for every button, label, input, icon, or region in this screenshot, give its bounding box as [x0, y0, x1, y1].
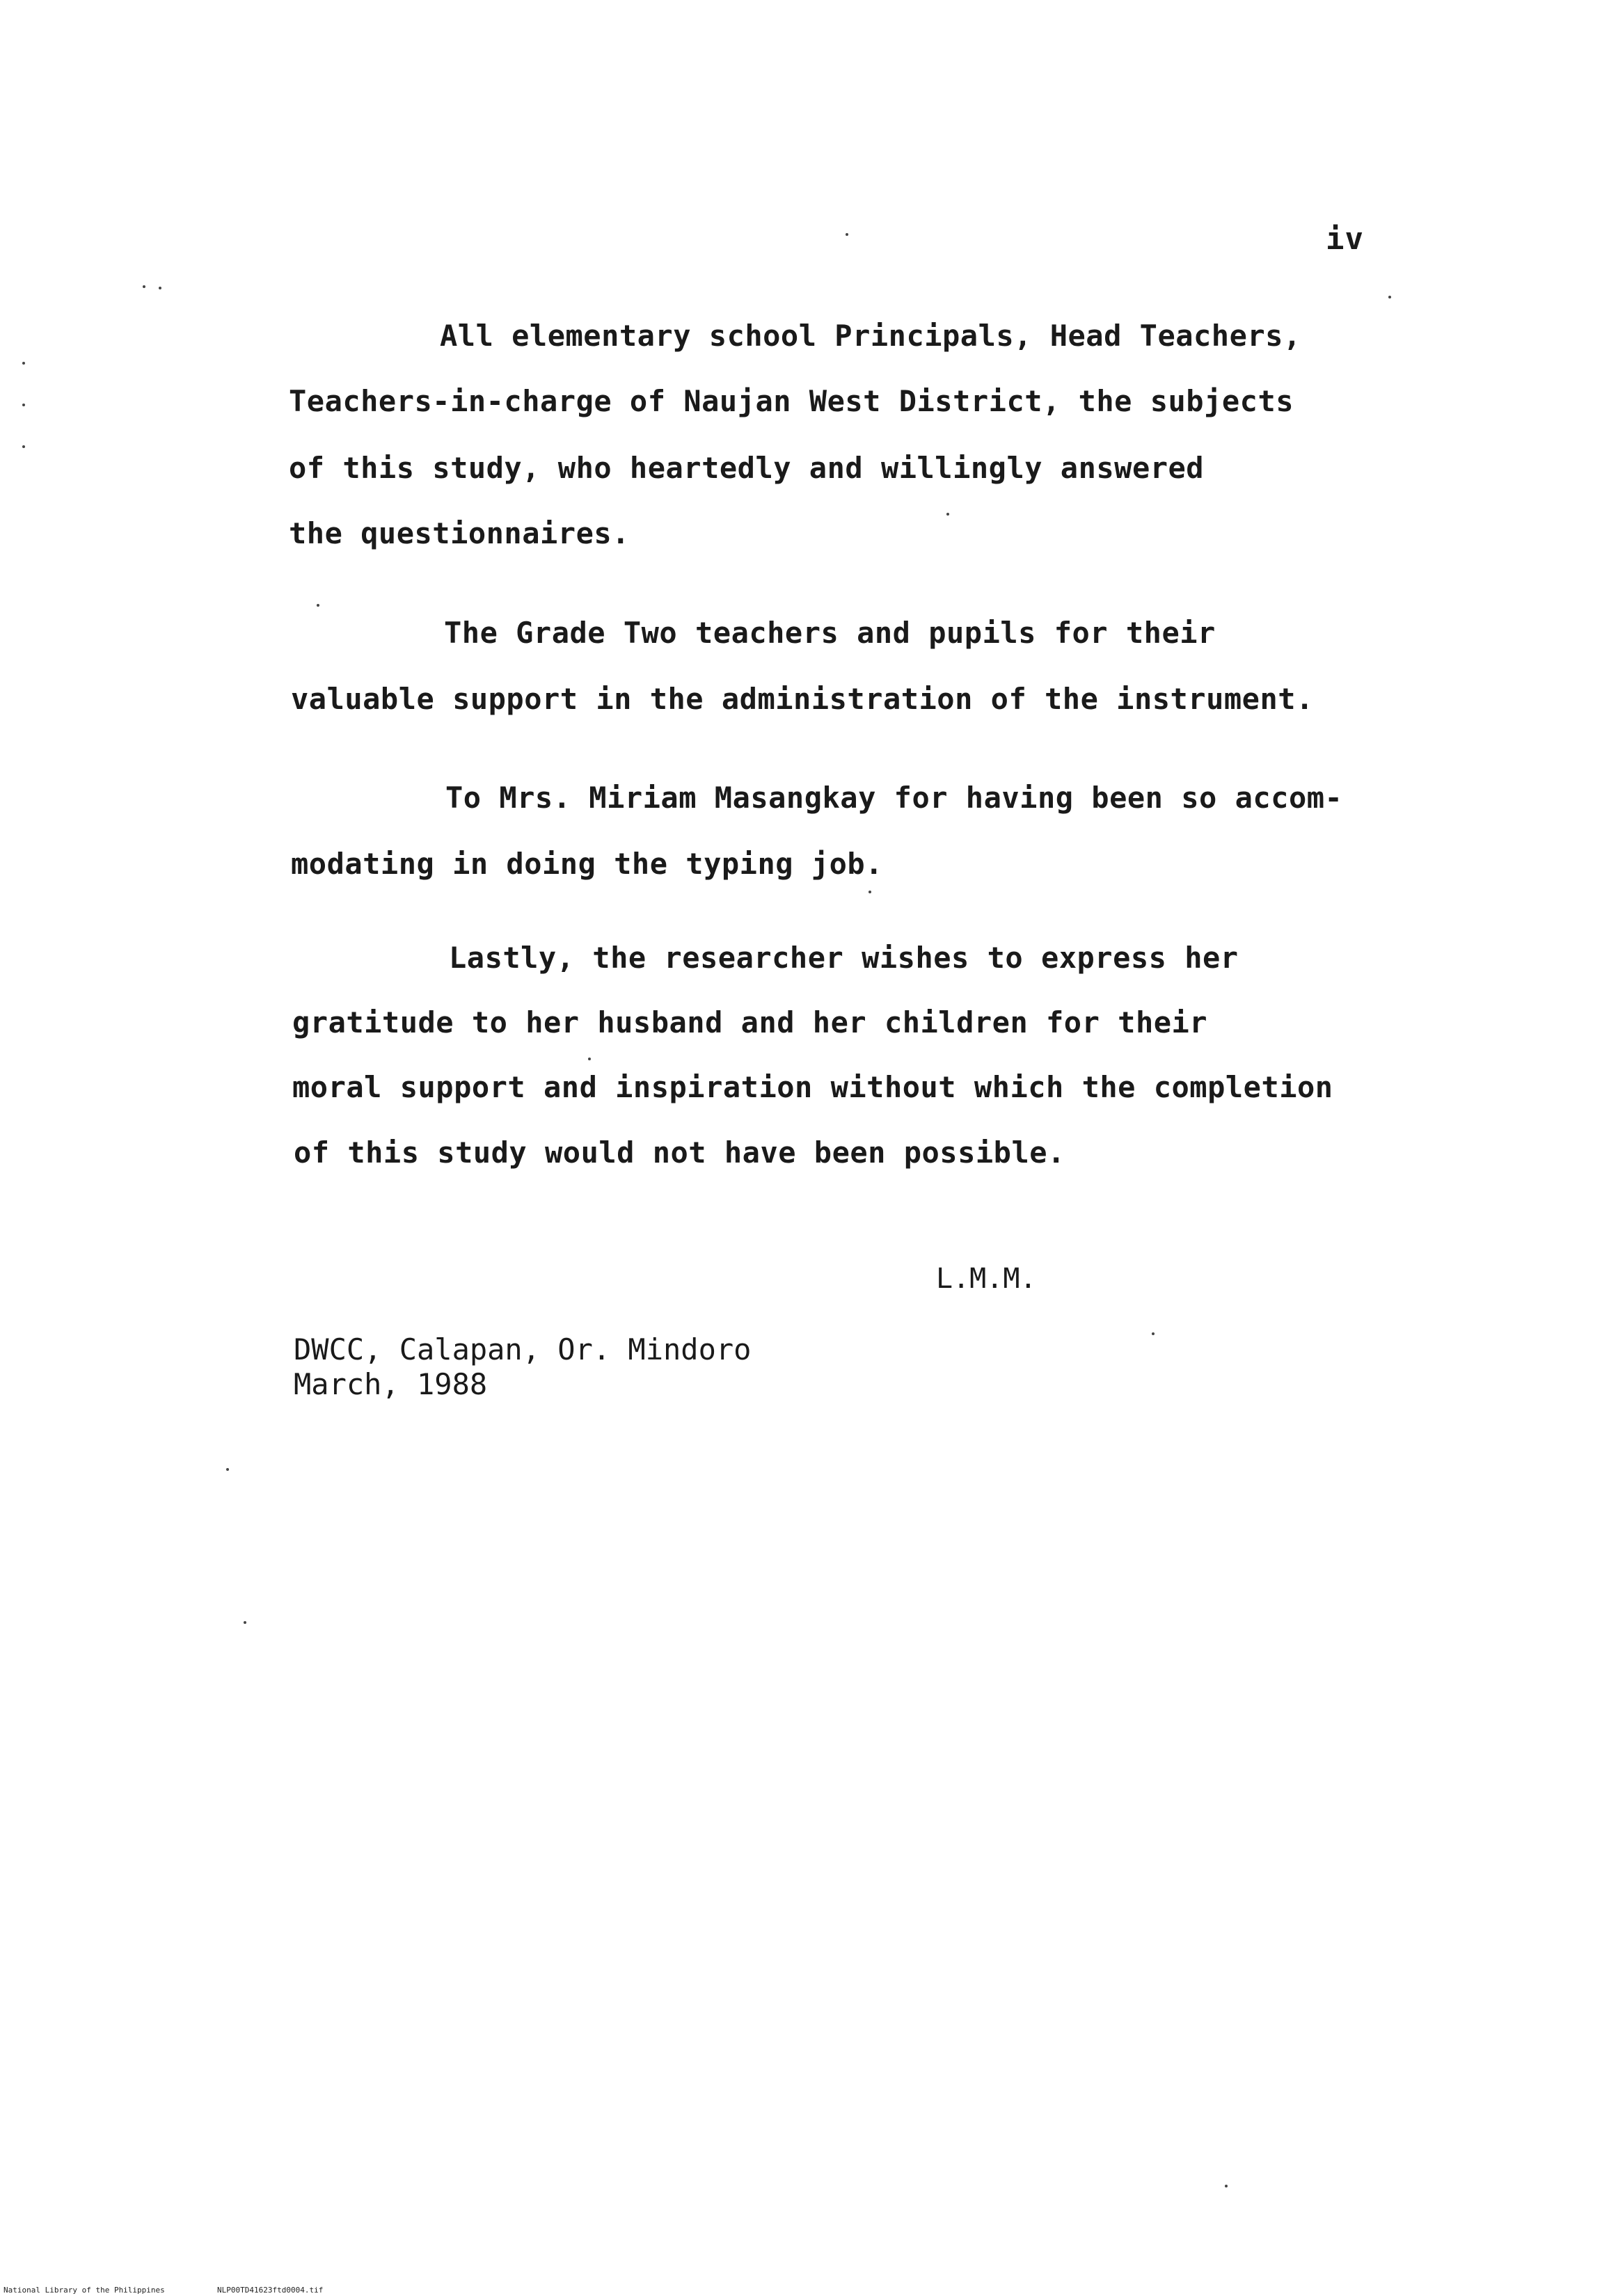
scan-speck: [22, 404, 25, 406]
scan-speck: [946, 513, 949, 516]
paragraph-1-line-1: All elementary school Principals, Head Teachers,: [440, 319, 1301, 353]
paragraph-1-line-4: the questionnaires.: [289, 516, 630, 550]
paragraph-1-line-2: Teachers-in-charge of Naujan West District, the subjects: [289, 384, 1294, 418]
scan-speck: [1388, 296, 1391, 298]
paragraph-4-line-2: gratitude to her husband and her children for their: [292, 1005, 1208, 1039]
footer-library-label: National Library of the Philippines: [3, 2286, 165, 2295]
paragraph-2-line-1: The Grade Two teachers and pupils for their: [444, 616, 1216, 650]
paragraph-4-line-4: of this study would not have been possible.: [294, 1135, 1065, 1170]
scan-speck: [317, 604, 319, 607]
scan-speck: [159, 287, 161, 289]
page-number: iv: [1326, 221, 1364, 257]
footer-file-id: NLP00TD41623ftd0004.tif: [217, 2286, 324, 2295]
scan-speck: [869, 891, 871, 893]
paragraph-3-line-2: modating in doing the typing job.: [291, 847, 883, 881]
signature-initials: L.M.M.: [936, 1263, 1037, 1295]
paragraph-3-line-1: To Mrs. Miriam Masangkay for having been so accom-: [445, 781, 1343, 815]
scan-speck: [143, 285, 145, 288]
paragraph-1-line-3: of this study, who heartedly and willingly answered: [289, 451, 1205, 485]
scan-speck: [22, 362, 25, 365]
paragraph-2-line-2: valuable support in the administration of the instrument.: [291, 682, 1314, 716]
place-line: DWCC, Calapan, Or. Mindoro: [294, 1332, 752, 1366]
scan-speck: [22, 445, 25, 448]
scan-speck: [846, 233, 848, 236]
scan-speck: [226, 1468, 229, 1471]
paragraph-4-line-3: moral support and inspiration without which the completion: [292, 1070, 1333, 1104]
date-line: March, 1988: [294, 1367, 488, 1401]
scan-speck: [1225, 2185, 1228, 2187]
scan-speck: [588, 1058, 591, 1060]
paragraph-4-line-1: Lastly, the researcher wishes to express her: [449, 941, 1239, 975]
scan-speck: [244, 1621, 246, 1624]
scan-speck: [1152, 1332, 1155, 1335]
